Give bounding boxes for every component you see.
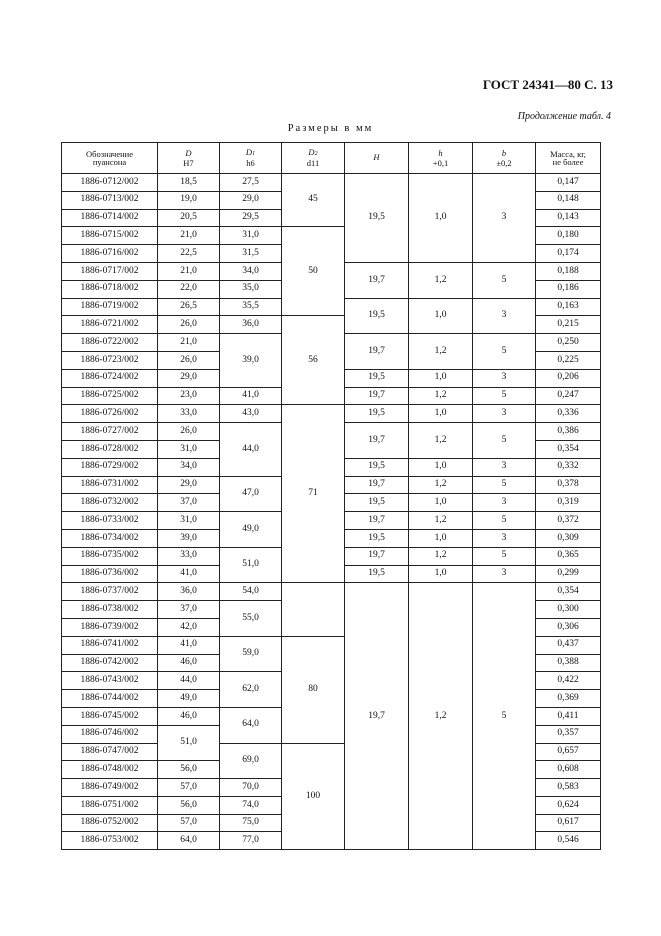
cell-designation: 1886-0717/002 bbox=[62, 262, 158, 280]
cell-designation: 1886-0733/002 bbox=[62, 512, 158, 530]
cell-mass: 0,332 bbox=[536, 458, 601, 476]
cell-mass: 0,225 bbox=[536, 351, 601, 369]
cell-d2 bbox=[282, 583, 345, 636]
cell-d1: 47,0 bbox=[220, 476, 282, 512]
cell-mass: 0,147 bbox=[536, 174, 601, 192]
cell-h: 1,2 bbox=[409, 334, 473, 370]
cell-d1: 49,0 bbox=[220, 512, 282, 548]
cell-b: 5 bbox=[473, 423, 536, 459]
cell-designation: 1886-0738/002 bbox=[62, 601, 158, 619]
cell-mass: 0,369 bbox=[536, 690, 601, 708]
cell-mass: 0,250 bbox=[536, 334, 601, 352]
cell-b: 5 bbox=[473, 583, 536, 850]
cell-b: 3 bbox=[473, 494, 536, 512]
cell-d1: 29,5 bbox=[220, 209, 282, 227]
cell-d: 42,0 bbox=[158, 618, 220, 636]
cell-h: 1,0 bbox=[409, 298, 473, 334]
cell-mass: 0,657 bbox=[536, 743, 601, 761]
cell-designation: 1886-0712/002 bbox=[62, 174, 158, 192]
cell-mass: 0,180 bbox=[536, 227, 601, 245]
col-header-h-upper: H bbox=[345, 143, 409, 174]
cell-mass: 0,372 bbox=[536, 512, 601, 530]
cell-b: 3 bbox=[473, 529, 536, 547]
cell-designation: 1886-0713/002 bbox=[62, 191, 158, 209]
col-header-mass: Масса, кг, не более bbox=[536, 143, 601, 174]
cell-d1: 31,5 bbox=[220, 245, 282, 263]
cell-d1: 36,0 bbox=[220, 316, 282, 334]
cell-mass: 0,309 bbox=[536, 529, 601, 547]
cell-designation: 1886-0716/002 bbox=[62, 245, 158, 263]
cell-designation: 1886-0753/002 bbox=[62, 832, 158, 850]
cell-h-upper: 19,7 bbox=[345, 334, 409, 370]
cell-mass: 0,437 bbox=[536, 636, 601, 654]
cell-b: 5 bbox=[473, 476, 536, 494]
cell-mass: 0,422 bbox=[536, 672, 601, 690]
cell-h: 1,0 bbox=[409, 494, 473, 512]
cell-mass: 0,365 bbox=[536, 547, 601, 565]
cell-d: 37,0 bbox=[158, 494, 220, 512]
cell-mass: 0,357 bbox=[536, 725, 601, 743]
cell-mass: 0,386 bbox=[536, 423, 601, 441]
cell-b: 5 bbox=[473, 387, 536, 405]
cell-b: 3 bbox=[473, 458, 536, 476]
cell-d1: 54,0 bbox=[220, 583, 282, 601]
cell-h-upper: 19,7 bbox=[345, 512, 409, 530]
cell-designation: 1886-0727/002 bbox=[62, 423, 158, 441]
cell-mass: 0,148 bbox=[536, 191, 601, 209]
cell-d1: 62,0 bbox=[220, 672, 282, 708]
cell-h: 1,2 bbox=[409, 512, 473, 530]
cell-h-upper: 19,5 bbox=[345, 369, 409, 387]
cell-d: 31,0 bbox=[158, 512, 220, 530]
cell-b: 3 bbox=[473, 298, 536, 334]
cell-mass: 0,188 bbox=[536, 262, 601, 280]
cell-h-upper: 19,7 bbox=[345, 387, 409, 405]
cell-designation: 1886-0739/002 bbox=[62, 618, 158, 636]
cell-d: 26,0 bbox=[158, 351, 220, 369]
cell-d: 36,0 bbox=[158, 583, 220, 601]
cell-designation: 1886-0732/002 bbox=[62, 494, 158, 512]
cell-d1: 43,0 bbox=[220, 405, 282, 423]
cell-d: 41,0 bbox=[158, 636, 220, 654]
cell-designation: 1886-0751/002 bbox=[62, 796, 158, 814]
cell-h-upper: 19,5 bbox=[345, 529, 409, 547]
cell-d: 20,5 bbox=[158, 209, 220, 227]
cell-b: 5 bbox=[473, 334, 536, 370]
cell-designation: 1886-0724/002 bbox=[62, 369, 158, 387]
cell-d: 31,0 bbox=[158, 440, 220, 458]
table-continuation-caption: Продолжение табл. 4 bbox=[517, 111, 611, 122]
cell-d: 34,0 bbox=[158, 458, 220, 476]
cell-h: 1,0 bbox=[409, 174, 473, 263]
cell-h-upper: 19,5 bbox=[345, 174, 409, 263]
cell-designation: 1886-0741/002 bbox=[62, 636, 158, 654]
cell-designation: 1886-0723/002 bbox=[62, 351, 158, 369]
table-row bbox=[62, 405, 601, 423]
cell-d: 37,0 bbox=[158, 601, 220, 619]
cell-designation: 1886-0744/002 bbox=[62, 690, 158, 708]
cell-d1: 75,0 bbox=[220, 814, 282, 832]
cell-d1: 77,0 bbox=[220, 832, 282, 850]
cell-d1: 74,0 bbox=[220, 796, 282, 814]
cell-d1: 51,0 bbox=[220, 547, 282, 583]
cell-designation: 1886-0746/002 bbox=[62, 725, 158, 743]
cell-d2: 80 bbox=[282, 636, 345, 743]
cell-d: 57,0 bbox=[158, 779, 220, 797]
cell-designation: 1886-0747/002 bbox=[62, 743, 158, 761]
cell-h-upper: 19,5 bbox=[345, 565, 409, 583]
cell-b: 3 bbox=[473, 369, 536, 387]
cell-h: 1,2 bbox=[409, 423, 473, 459]
cell-designation: 1886-0749/002 bbox=[62, 779, 158, 797]
cell-d: 29,0 bbox=[158, 369, 220, 387]
cell-d: 44,0 bbox=[158, 672, 220, 690]
cell-d2: 71 bbox=[282, 405, 345, 583]
col-header-b: b ±0,2 bbox=[473, 143, 536, 174]
cell-b: 3 bbox=[473, 565, 536, 583]
cell-mass: 0,215 bbox=[536, 316, 601, 334]
cell-d1: 27,5 bbox=[220, 174, 282, 192]
cell-h: 1,2 bbox=[409, 262, 473, 298]
cell-mass: 0,143 bbox=[536, 209, 601, 227]
cell-mass: 0,546 bbox=[536, 832, 601, 850]
cell-mass: 0,186 bbox=[536, 280, 601, 298]
cell-d1: 41,0 bbox=[220, 387, 282, 405]
cell-d2: 50 bbox=[282, 227, 345, 316]
cell-h-upper: 19,5 bbox=[345, 298, 409, 334]
cell-h-upper: 19,7 bbox=[345, 262, 409, 298]
cell-d2: 100 bbox=[282, 743, 345, 850]
cell-d: 64,0 bbox=[158, 832, 220, 850]
cell-d: 21,0 bbox=[158, 262, 220, 280]
cell-d: 49,0 bbox=[158, 690, 220, 708]
cell-d1: 34,0 bbox=[220, 262, 282, 280]
cell-mass: 0,354 bbox=[536, 583, 601, 601]
cell-b: 5 bbox=[473, 262, 536, 298]
cell-h-upper: 19,7 bbox=[345, 583, 409, 850]
cell-designation: 1886-0748/002 bbox=[62, 761, 158, 779]
cell-d: 26,5 bbox=[158, 298, 220, 316]
cell-mass: 0,306 bbox=[536, 618, 601, 636]
cell-d: 33,0 bbox=[158, 547, 220, 565]
cell-d: 46,0 bbox=[158, 654, 220, 672]
cell-h: 1,0 bbox=[409, 565, 473, 583]
cell-mass: 0,336 bbox=[536, 405, 601, 423]
cell-h: 1,0 bbox=[409, 529, 473, 547]
cell-designation: 1886-0731/002 bbox=[62, 476, 158, 494]
cell-h: 1,0 bbox=[409, 405, 473, 423]
cell-d2: 45 bbox=[282, 174, 345, 227]
cell-d1: 44,0 bbox=[220, 423, 282, 476]
cell-h: 1,2 bbox=[409, 387, 473, 405]
cell-d: 39,0 bbox=[158, 529, 220, 547]
cell-d: 26,0 bbox=[158, 316, 220, 334]
cell-d: 56,0 bbox=[158, 761, 220, 779]
cell-d: 21,0 bbox=[158, 334, 220, 352]
cell-h-upper: 19,5 bbox=[345, 494, 409, 512]
cell-d1: 35,5 bbox=[220, 298, 282, 316]
cell-d1: 55,0 bbox=[220, 601, 282, 637]
cell-h: 1,2 bbox=[409, 476, 473, 494]
cell-b: 5 bbox=[473, 512, 536, 530]
cell-d: 29,0 bbox=[158, 476, 220, 494]
cell-mass: 0,354 bbox=[536, 440, 601, 458]
cell-mass: 0,163 bbox=[536, 298, 601, 316]
cell-h: 1,0 bbox=[409, 458, 473, 476]
cell-b: 3 bbox=[473, 174, 536, 263]
cell-designation: 1886-0743/002 bbox=[62, 672, 158, 690]
cell-h-upper: 19,7 bbox=[345, 476, 409, 494]
cell-designation: 1886-0725/002 bbox=[62, 387, 158, 405]
table-title: Размеры в мм bbox=[287, 123, 374, 134]
cell-d: 57,0 bbox=[158, 814, 220, 832]
dimensions-table bbox=[61, 142, 601, 850]
cell-designation: 1886-0718/002 bbox=[62, 280, 158, 298]
cell-b: 3 bbox=[473, 405, 536, 423]
cell-d: 41,0 bbox=[158, 565, 220, 583]
cell-mass: 0,319 bbox=[536, 494, 601, 512]
cell-mass: 0,300 bbox=[536, 601, 601, 619]
cell-b: 5 bbox=[473, 547, 536, 565]
cell-d1: 35,0 bbox=[220, 280, 282, 298]
cell-h-upper: 19,5 bbox=[345, 405, 409, 423]
cell-designation: 1886-0722/002 bbox=[62, 334, 158, 352]
cell-designation: 1886-0728/002 bbox=[62, 440, 158, 458]
cell-designation: 1886-0734/002 bbox=[62, 529, 158, 547]
cell-d: 23,0 bbox=[158, 387, 220, 405]
cell-mass: 0,617 bbox=[536, 814, 601, 832]
cell-mass: 0,247 bbox=[536, 387, 601, 405]
cell-d: 19,0 bbox=[158, 191, 220, 209]
cell-designation: 1886-0715/002 bbox=[62, 227, 158, 245]
cell-mass: 0,174 bbox=[536, 245, 601, 263]
col-header-h: h +0,1 bbox=[409, 143, 473, 174]
cell-d: 56,0 bbox=[158, 796, 220, 814]
cell-designation: 1886-0714/002 bbox=[62, 209, 158, 227]
cell-designation: 1886-0736/002 bbox=[62, 565, 158, 583]
cell-designation: 1886-0726/002 bbox=[62, 405, 158, 423]
table-header-row bbox=[62, 143, 601, 174]
table-row bbox=[62, 174, 601, 192]
cell-d1: 69,0 bbox=[220, 743, 282, 779]
cell-d: 21,0 bbox=[158, 227, 220, 245]
cell-d1: 59,0 bbox=[220, 636, 282, 672]
table-row bbox=[62, 583, 601, 601]
cell-designation: 1886-0729/002 bbox=[62, 458, 158, 476]
cell-designation: 1886-0719/002 bbox=[62, 298, 158, 316]
cell-designation: 1886-0737/002 bbox=[62, 583, 158, 601]
cell-d: 33,0 bbox=[158, 405, 220, 423]
cell-mass: 0,299 bbox=[536, 565, 601, 583]
cell-mass: 0,624 bbox=[536, 796, 601, 814]
cell-d1: 70,0 bbox=[220, 779, 282, 797]
cell-mass: 0,378 bbox=[536, 476, 601, 494]
cell-h-upper: 19,7 bbox=[345, 423, 409, 459]
col-header-d2: D2 d11 bbox=[282, 143, 345, 174]
cell-h: 1,0 bbox=[409, 369, 473, 387]
cell-d1: 39,0 bbox=[220, 334, 282, 387]
col-header-designation: Обозначение пуансона bbox=[62, 143, 158, 174]
cell-mass: 0,206 bbox=[536, 369, 601, 387]
cell-d1: 29,0 bbox=[220, 191, 282, 209]
cell-designation: 1886-0742/002 bbox=[62, 654, 158, 672]
col-header-d: D H7 bbox=[158, 143, 220, 174]
cell-d1: 64,0 bbox=[220, 707, 282, 743]
cell-d: 22,5 bbox=[158, 245, 220, 263]
cell-d: 51,0 bbox=[158, 725, 220, 761]
cell-mass: 0,388 bbox=[536, 654, 601, 672]
cell-designation: 1886-0745/002 bbox=[62, 707, 158, 725]
cell-d: 18,5 bbox=[158, 174, 220, 192]
cell-d: 22,0 bbox=[158, 280, 220, 298]
cell-d1: 31,0 bbox=[220, 227, 282, 245]
cell-designation: 1886-0721/002 bbox=[62, 316, 158, 334]
cell-mass: 0,583 bbox=[536, 779, 601, 797]
cell-d: 26,0 bbox=[158, 423, 220, 441]
cell-d2: 56 bbox=[282, 316, 345, 405]
cell-h-upper: 19,5 bbox=[345, 458, 409, 476]
col-header-d1: D1 h6 bbox=[220, 143, 282, 174]
cell-mass: 0,411 bbox=[536, 707, 601, 725]
cell-mass: 0,608 bbox=[536, 761, 601, 779]
page-header: ГОСТ 24341—80 С. 13 bbox=[482, 77, 613, 92]
cell-designation: 1886-0735/002 bbox=[62, 547, 158, 565]
cell-designation: 1886-0752/002 bbox=[62, 814, 158, 832]
cell-h: 1,2 bbox=[409, 547, 473, 565]
cell-h: 1,2 bbox=[409, 583, 473, 850]
cell-d: 46,0 bbox=[158, 707, 220, 725]
cell-h-upper: 19,7 bbox=[345, 547, 409, 565]
